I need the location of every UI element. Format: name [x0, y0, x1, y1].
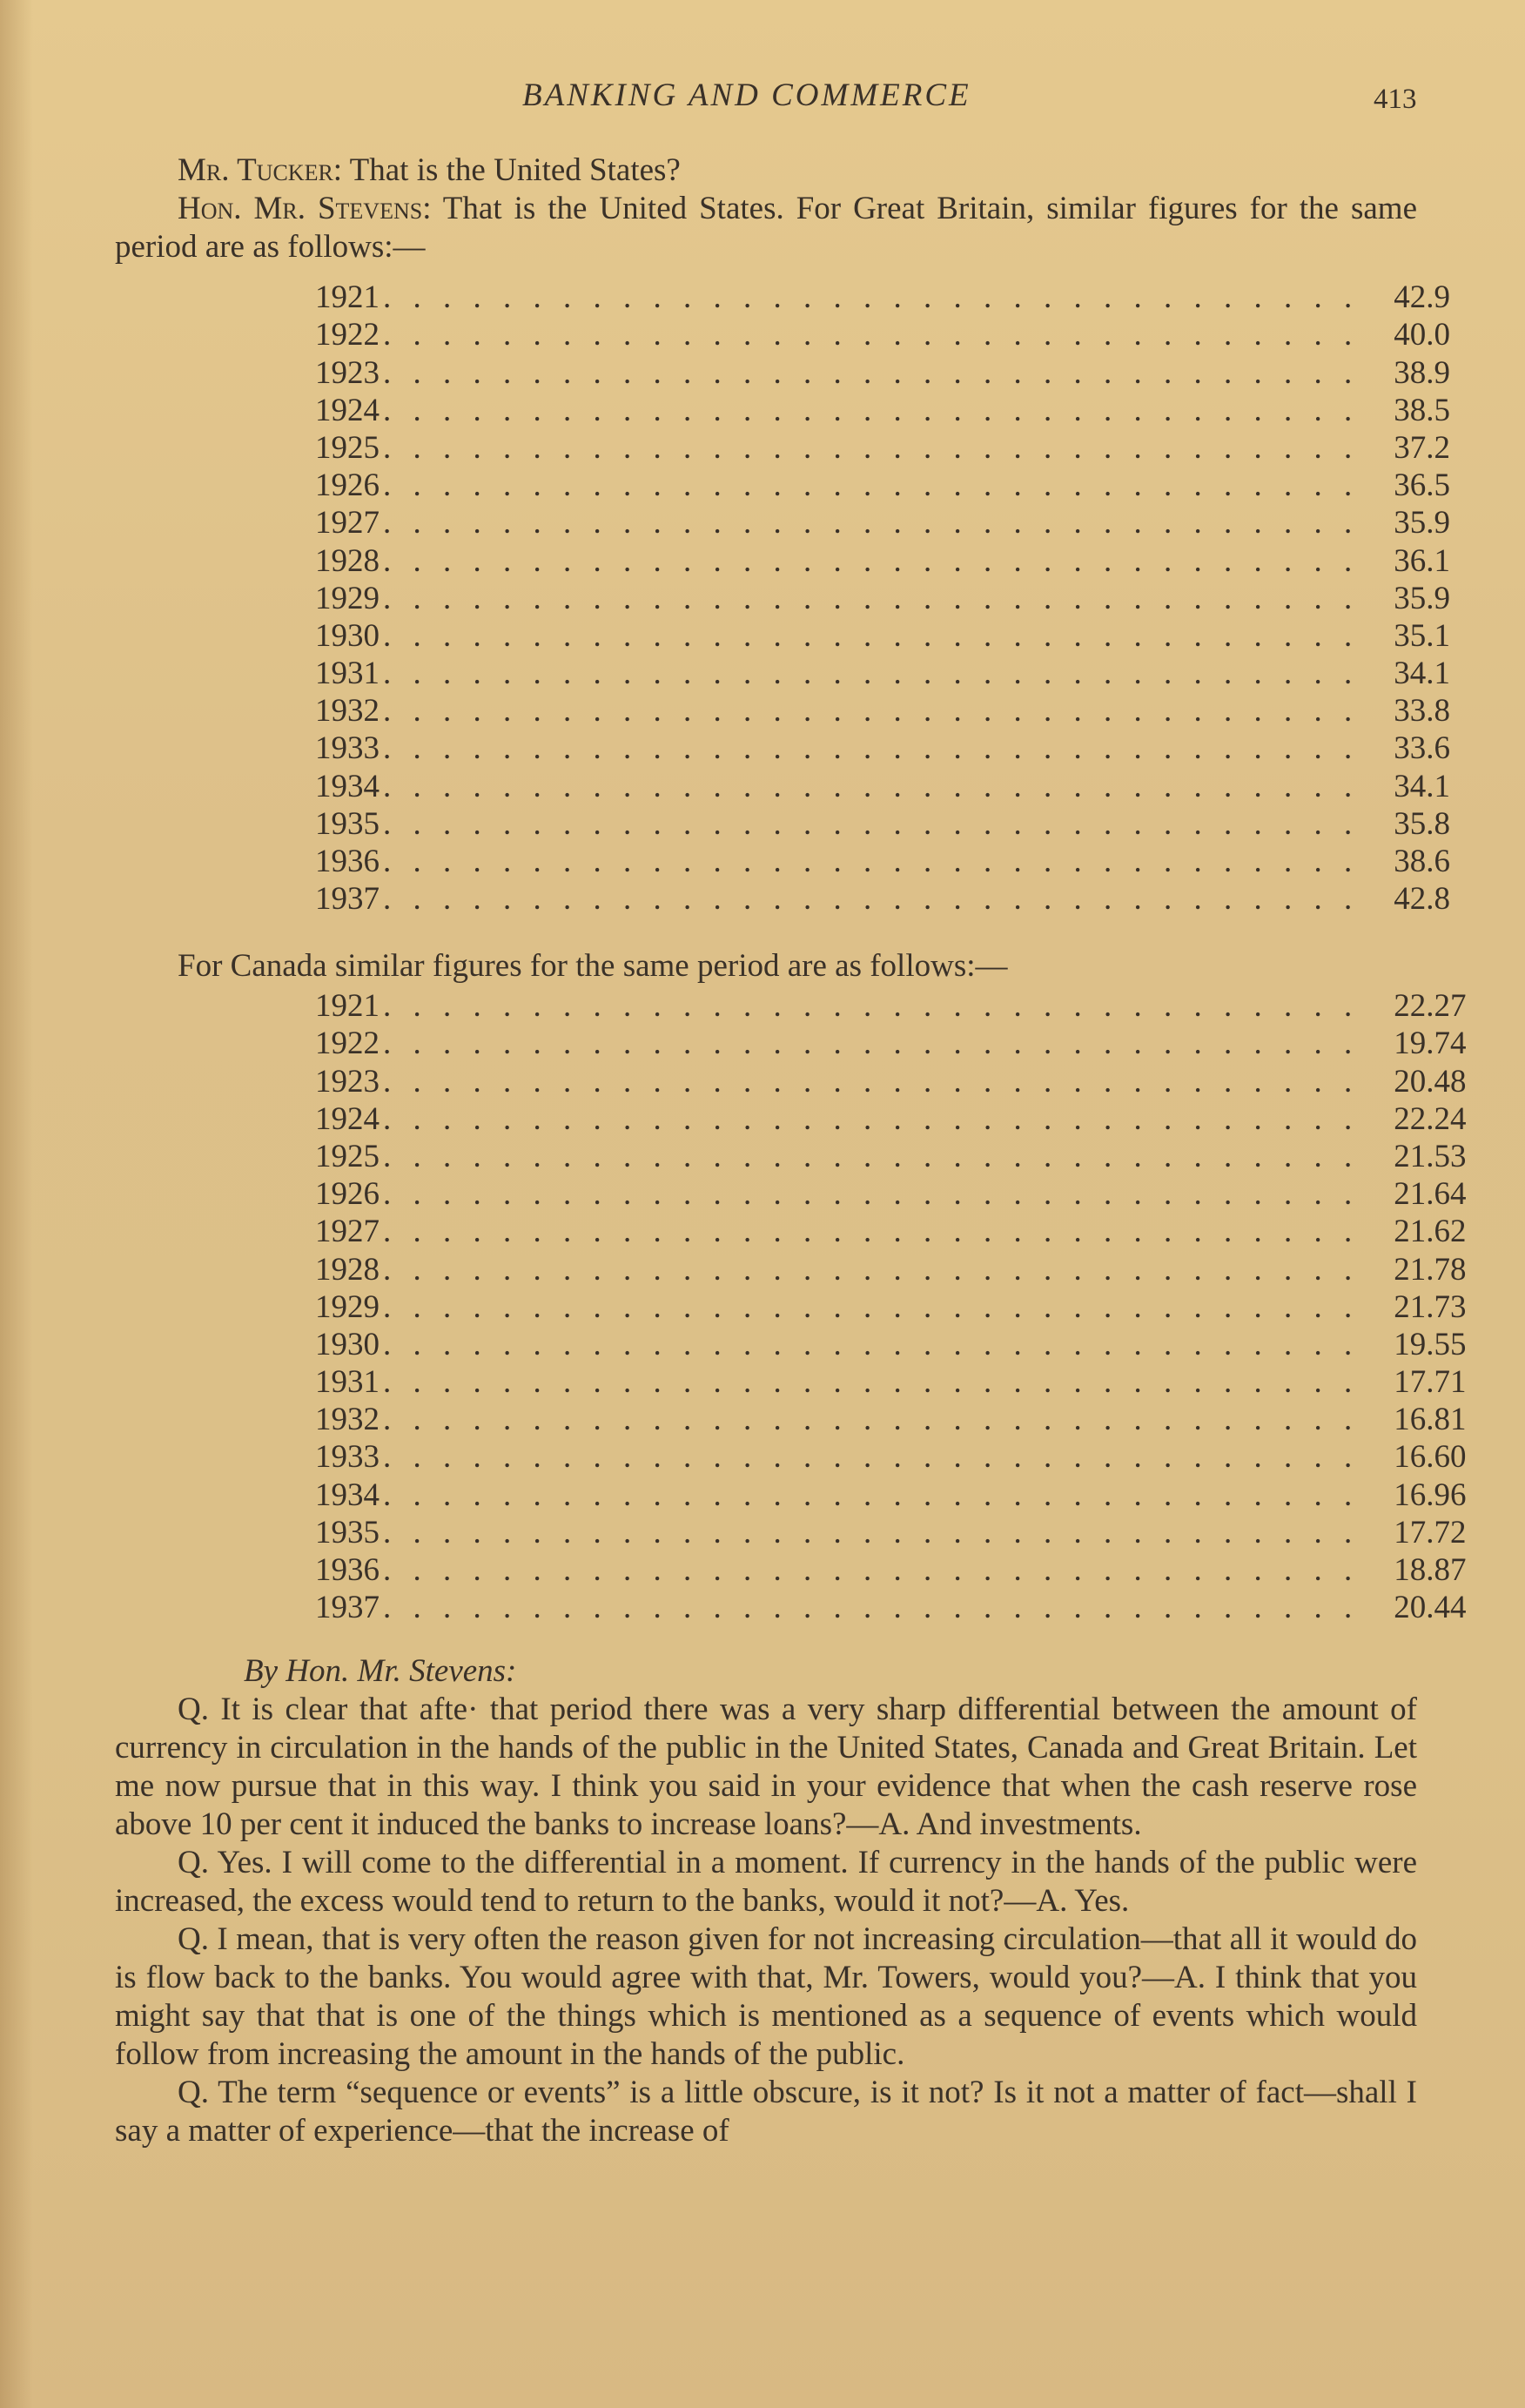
value-cell: 37.2: [1394, 429, 1450, 466]
running-head: BANKING AND COMMERCE: [522, 77, 971, 113]
table-row: [315, 1551, 1467, 1589]
leader-dots: . . . . . . . . . . . . . . . . . . . . . . . . . . . . . . . . .: [383, 1364, 1360, 1401]
table-row: [315, 392, 1450, 429]
year-cell: 1926: [315, 467, 380, 504]
table-row: [315, 805, 1450, 843]
answer-stevens-text: That is the United States. For Great Britain, similar figures for the same period are as follows:—: [115, 191, 1417, 265]
page-number: 413: [1374, 84, 1417, 115]
value-cell: 16.60: [1394, 1439, 1467, 1476]
value-cell: 35.9: [1394, 505, 1450, 541]
value-cell: 22.27: [1394, 988, 1467, 1025]
leader-dots: . . . . . . . . . . . . . . . . . . . . . . . . . . . . . . . . .: [383, 1514, 1360, 1550]
canada-table: [315, 987, 1467, 1626]
value-cell: 36.5: [1394, 467, 1450, 504]
value-cell: 35.1: [1394, 617, 1450, 654]
year-cell: 1921: [315, 988, 380, 1025]
leader-dots: . . . . . . . . . . . . . . . . . . . . . . . . . . . . . . . . .: [383, 1326, 1360, 1362]
value-cell: 34.1: [1394, 656, 1450, 692]
page-header: [0, 77, 1525, 129]
value-cell: 19.74: [1394, 1026, 1467, 1062]
leader-dots: . . . . . . . . . . . . . . . . . . . . . . . . . . . . . . . . .: [383, 1288, 1360, 1325]
year-cell: 1927: [315, 505, 380, 541]
table-row: [315, 843, 1450, 880]
value-cell: 21.78: [1394, 1251, 1467, 1288]
table-row: [315, 279, 1450, 316]
value-cell: 36.1: [1394, 542, 1450, 579]
year-cell: 1934: [315, 1476, 380, 1513]
year-cell: 1931: [315, 1364, 380, 1401]
table-row: [315, 429, 1450, 467]
leader-dots: . . . . . . . . . . . . . . . . . . . . . . . . . . . . . . . . .: [383, 392, 1360, 428]
table-row: [315, 1025, 1467, 1062]
year-cell: 1923: [315, 354, 380, 391]
leader-dots: . . . . . . . . . . . . . . . . . . . . . . . . . . . . . . . . .: [383, 1590, 1360, 1626]
year-cell: 1937: [315, 1590, 380, 1626]
value-cell: 21.53: [1394, 1138, 1467, 1174]
question-tucker: [115, 151, 1417, 190]
year-cell: 1922: [315, 1026, 380, 1062]
leader-dots: . . . . . . . . . . . . . . . . . . . . . . . . . . . . . . . . .: [383, 844, 1360, 879]
year-cell: 1924: [315, 392, 380, 428]
table-row: [315, 1514, 1467, 1551]
leader-dots: . . . . . . . . . . . . . . . . . . . . . . . . . . . . . . . . .: [383, 1026, 1360, 1062]
leader-dots: . . . . . . . . . . . . . . . . . . . . . . . . . . . . . . . . .: [383, 467, 1360, 504]
table-row: [315, 1326, 1467, 1363]
year-cell: 1935: [315, 1514, 380, 1550]
table-row: [315, 1476, 1467, 1513]
leader-dots: . . . . . . . . . . . . . . . . . . . . . . . . . . . . . . . . .: [383, 805, 1360, 842]
value-cell: 34.1: [1394, 768, 1450, 804]
year-cell: 1923: [315, 1063, 380, 1100]
table-row: [315, 1175, 1467, 1213]
value-cell: 38.9: [1394, 354, 1450, 391]
leader-dots: . . . . . . . . . . . . . . . . . . . . . . . . . . . . . . . . .: [383, 730, 1360, 767]
year-cell: 1929: [315, 580, 380, 616]
leader-dots: . . . . . . . . . . . . . . . . . . . . . . . . . . . . . . . . .: [383, 1552, 1360, 1588]
table-row: [315, 767, 1450, 804]
leader-dots: . . . . . . . . . . . . . . . . . . . . . . . . . . . . . . . . .: [383, 354, 1360, 391]
table-row: [315, 1213, 1467, 1250]
year-cell: 1930: [315, 617, 380, 654]
year-cell: 1936: [315, 1552, 380, 1588]
table-row: [315, 1363, 1467, 1401]
leader-dots: . . . . . . . . . . . . . . . . . . . . . . . . . . . . . . . . .: [383, 1402, 1360, 1438]
value-cell: 42.8: [1394, 881, 1450, 918]
table-row: [315, 1589, 1467, 1626]
question-1: Q. It is clear that afte· that period there was a very sharp differential between the amount of currency in circulation in the hands of the public in the United States, Canada and Great Britain. Let me now pursue that in this way. I think you said in your evidence that when the cash reserve rose above 10 per cent it induced the banks to increase loans?—A. And investments.: [115, 1692, 1417, 1842]
table-row: [315, 541, 1450, 579]
table-row: [315, 353, 1450, 391]
question-3: Q. I mean, that is very often the reason given for not increasing circulation—that all it would do is flow back to the banks. You would agree with that, Mr. Towers, would you?—A. I think that you might say that that is one of the things which is mentioned as a sequence of events which would follow from increasing the amount in the hands of the public.: [115, 1921, 1417, 2072]
value-cell: 16.81: [1394, 1402, 1467, 1438]
table-row: [315, 617, 1450, 655]
table-row: [315, 692, 1450, 730]
value-cell: 38.6: [1394, 844, 1450, 879]
leader-dots: . . . . . . . . . . . . . . . . . . . . . . . . . . . . . . . . .: [383, 1476, 1360, 1513]
year-cell: 1922: [315, 317, 380, 353]
leader-dots: . . . . . . . . . . . . . . . . . . . . . . . . . . . . . . . . .: [383, 693, 1360, 730]
intro-block: [115, 151, 1417, 266]
value-cell: 35.8: [1394, 805, 1450, 842]
table-row: [315, 467, 1450, 504]
year-cell: 1933: [315, 1439, 380, 1476]
leader-dots: . . . . . . . . . . . . . . . . . . . . . . . . . . . . . . . . .: [383, 317, 1360, 353]
leader-dots: . . . . . . . . . . . . . . . . . . . . . . . . . . . . . . . . .: [383, 768, 1360, 804]
leader-dots: . . . . . . . . . . . . . . . . . . . . . . . . . . . . . . . . .: [383, 1251, 1360, 1288]
value-cell: 17.72: [1394, 1514, 1467, 1550]
speaker-stevens: Hon. Mr. Stevens:: [178, 191, 432, 226]
table-row: [315, 316, 1450, 353]
year-cell: 1926: [315, 1176, 380, 1213]
table-row: [315, 1401, 1467, 1438]
leader-dots: . . . . . . . . . . . . . . . . . . . . . . . . . . . . . . . . .: [383, 1138, 1360, 1174]
leader-dots: . . . . . . . . . . . . . . . . . . . . . . . . . . . . . . . . .: [383, 580, 1360, 616]
value-cell: 40.0: [1394, 317, 1450, 353]
year-cell: 1921: [315, 279, 380, 316]
byline: By Hon. Mr. Stevens:: [244, 1653, 517, 1689]
page-edge-shadow: [0, 0, 33, 2408]
value-cell: 22.24: [1394, 1100, 1467, 1137]
table-row: [315, 1138, 1467, 1175]
year-cell: 1936: [315, 844, 380, 879]
value-cell: 33.8: [1394, 693, 1450, 730]
table-row: [315, 1250, 1467, 1288]
leader-dots: . . . . . . . . . . . . . . . . . . . . . . . . . . . . . . . . .: [383, 1176, 1360, 1213]
table-row: [315, 730, 1450, 767]
leader-dots: . . . . . . . . . . . . . . . . . . . . . . . . . . . . . . . . .: [383, 279, 1360, 316]
year-cell: 1929: [315, 1288, 380, 1325]
year-cell: 1932: [315, 693, 380, 730]
leader-dots: . . . . . . . . . . . . . . . . . . . . . . . . . . . . . . . . .: [383, 505, 1360, 541]
canada-intro-block: [115, 947, 1417, 985]
table-row: [315, 504, 1450, 541]
leader-dots: . . . . . . . . . . . . . . . . . . . . . . . . . . . . . . . . .: [383, 881, 1360, 918]
question-tucker-text: That is the United States?: [342, 152, 681, 188]
leader-dots: . . . . . . . . . . . . . . . . . . . . . . . . . . . . . . . . .: [383, 656, 1360, 692]
leader-dots: . . . . . . . . . . . . . . . . . . . . . . . . . . . . . . . . .: [383, 429, 1360, 466]
table-row: [315, 1062, 1467, 1100]
leader-dots: . . . . . . . . . . . . . . . . . . . . . . . . . . . . . . . . .: [383, 1439, 1360, 1476]
value-cell: 38.5: [1394, 392, 1450, 428]
value-cell: 33.6: [1394, 730, 1450, 767]
value-cell: 17.71: [1394, 1364, 1467, 1401]
year-cell: 1933: [315, 730, 380, 767]
leader-dots: . . . . . . . . . . . . . . . . . . . . . . . . . . . . . . . . .: [383, 542, 1360, 579]
table-row: [315, 580, 1450, 617]
speaker-tucker: Mr. Tucker:: [178, 152, 343, 188]
value-cell: 35.9: [1394, 580, 1450, 616]
year-cell: 1931: [315, 656, 380, 692]
leader-dots: . . . . . . . . . . . . . . . . . . . . . . . . . . . . . . . . .: [383, 988, 1360, 1025]
value-cell: 21.73: [1394, 1288, 1467, 1325]
table-row: [315, 1288, 1467, 1326]
leader-dots: . . . . . . . . . . . . . . . . . . . . . . . . . . . . . . . . .: [383, 1063, 1360, 1100]
leader-dots: . . . . . . . . . . . . . . . . . . . . . . . . . . . . . . . . .: [383, 617, 1360, 654]
value-cell: 42.9: [1394, 279, 1450, 316]
table-row: [315, 1100, 1467, 1138]
value-cell: 16.96: [1394, 1476, 1467, 1513]
answer-stevens: [115, 190, 1417, 266]
year-cell: 1925: [315, 1138, 380, 1174]
question-2: Q. Yes. I will come to the differential in a moment. If currency in the hands of the public were increased, the excess would tend to return to the banks, would it not?—A. Yes.: [115, 1845, 1417, 1919]
table-row: [315, 1438, 1467, 1476]
value-cell: 20.48: [1394, 1063, 1467, 1100]
year-cell: 1937: [315, 881, 380, 918]
leader-dots: . . . . . . . . . . . . . . . . . . . . . . . . . . . . . . . . .: [383, 1214, 1360, 1250]
year-cell: 1928: [315, 1251, 380, 1288]
leader-dots: . . . . . . . . . . . . . . . . . . . . . . . . . . . . . . . . .: [383, 1100, 1360, 1137]
table-row: [315, 987, 1467, 1025]
value-cell: 19.55: [1394, 1326, 1467, 1362]
value-cell: 18.87: [1394, 1552, 1467, 1588]
table-row: [315, 655, 1450, 692]
year-cell: 1928: [315, 542, 380, 579]
question-4: Q. The term “sequence or events” is a little obscure, is it not? Is it not a matter of fact—shall I say a matter of experience—that the increase of: [115, 2075, 1417, 2149]
year-cell: 1925: [315, 429, 380, 466]
table-row: [315, 880, 1450, 918]
value-cell: 21.62: [1394, 1214, 1467, 1250]
year-cell: 1927: [315, 1214, 380, 1250]
year-cell: 1934: [315, 768, 380, 804]
testimony-block: [115, 1652, 1417, 2150]
year-cell: 1924: [315, 1100, 380, 1137]
year-cell: 1935: [315, 805, 380, 842]
year-cell: 1932: [315, 1402, 380, 1438]
canada-intro: For Canada similar figures for the same period are as follows:—: [178, 948, 1008, 984]
value-cell: 20.44: [1394, 1590, 1467, 1626]
great-britain-table: [315, 279, 1450, 918]
value-cell: 21.64: [1394, 1176, 1467, 1213]
year-cell: 1930: [315, 1326, 380, 1362]
